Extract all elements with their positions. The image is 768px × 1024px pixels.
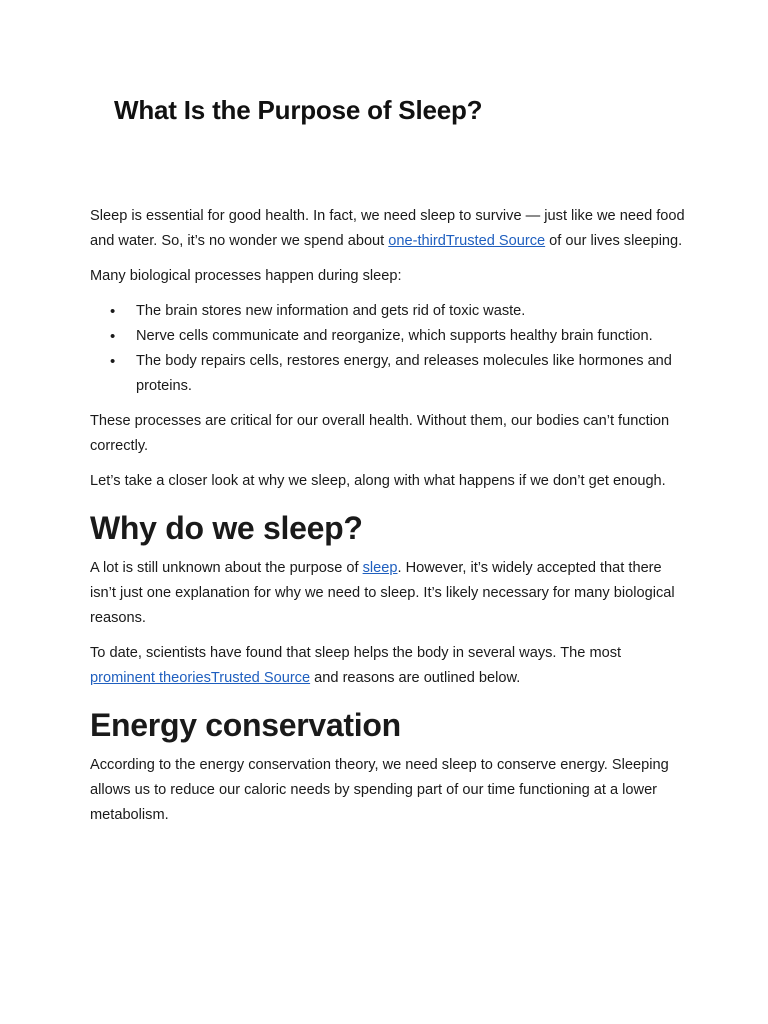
why-p1-text-end: . However, it’s widely accepted that there isn’t just one explanation for why we need to sleep. It’s likely necessary for many biological reasons. [90, 560, 675, 626]
sleep-link[interactable]: sleep [362, 560, 398, 576]
intro-paragraph-3: These processes are critical for our overall health. Without them, our bodies can’t function correctly. [90, 413, 670, 454]
prominent-theories-link[interactable]: prominent theoriesTrusted Source [90, 670, 311, 686]
list-item: • The brain stores new information and gets rid of toxic waste. [136, 299, 690, 324]
one-third-link[interactable]: one-thirdTrusted Source [388, 233, 546, 249]
energy-heading: Energy conservation [90, 707, 401, 743]
intro-p1-text-end: of our lives sleeping. [545, 233, 683, 249]
why-heading: Why do we sleep? [90, 510, 363, 546]
intro-p1-text: Sleep is essential for good health. In fact, we need sleep to survive — just like we need food and water. So, it’s no wonder we spend about [90, 208, 685, 249]
article-body [90, 204, 690, 838]
energy-paragraph-1: According to the energy conservation theory, we need sleep to conserve energy. Sleeping allows us to reduce our caloric needs by spending part of our time functioning at a lower metabolism. [90, 757, 669, 823]
list-item: • Nerve cells communicate and reorganize, which supports healthy brain function. [136, 324, 690, 349]
why-paragraph-2 [90, 641, 690, 691]
processes-list [90, 299, 690, 399]
intro-paragraph-4: Let’s take a closer look at why we sleep, along with what happens if we don’t get enough. [90, 473, 666, 489]
why-p2-text-end: and reasons are outlined below. [310, 670, 521, 686]
why-p1-text: A lot is still unknown about the purpose of [90, 560, 363, 576]
intro-paragraph-2: Many biological processes happen during sleep: [90, 268, 402, 284]
page-title: What Is the Purpose of Sleep? [114, 95, 483, 125]
why-paragraph-1 [90, 556, 690, 631]
why-p2-text: To date, scientists have found that sleep helps the body in several ways. The most [90, 645, 622, 661]
intro-paragraph-1 [90, 204, 690, 254]
list-item: • The body repairs cells, restores energy, and releases molecules like hormones and proteins. [136, 349, 690, 399]
